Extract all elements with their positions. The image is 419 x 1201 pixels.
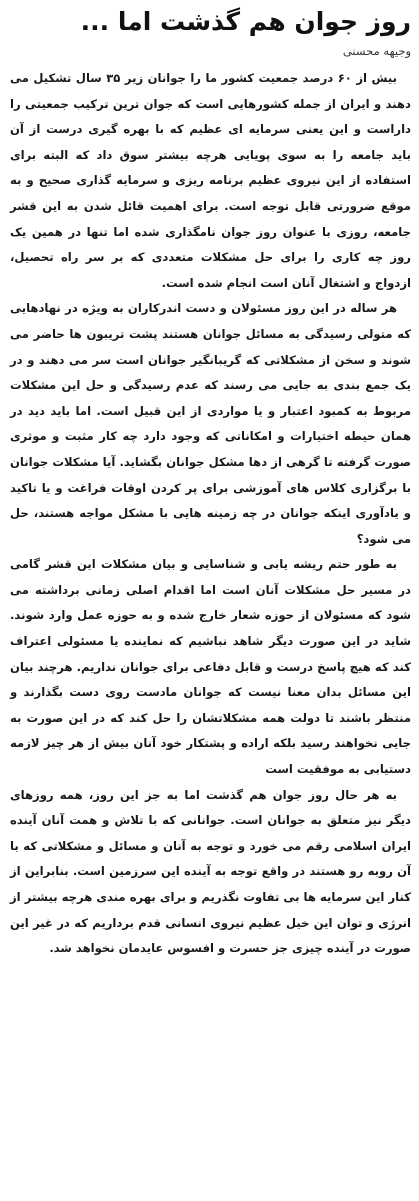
article-paragraph-2: هر ساله در این روز مسئولان و دست اندرکاران به ویژه در نهادهایی که متولی رسیدگی به مسائل جوانان هستند پشت تریبون ها حاضر می شوند و سخن از مشکلاتی که گریبانگیر جوانان است سر می دهند و در یک جمع بندی به جایی می رسند که عدم رسیدگی و حل این مشکلات مربوط به کمبود اعتبار و یا مواردی از این قبیل است. اما باید دید در همان حیطه اختیارات و امکاناتی که وجود دارد چه کار مثبت و موثری صورت گرفته تا گرهی از دها مشکل جوانان بگشاید. آیا مشکلات جوانان با برگزاری کلاس های آموزشی برای پر کردن اوقات فراغت و یا تاکید و یادآوری اینکه جوانان در چه زمینه هایی با مشکل مواجه هستند، حل می شود؟ <box>10 301 411 546</box>
article-paragraph-4: به هر حال روز جوان هم گذشت اما به جز این روز، همه روزهای دیگر نیز متعلق به جوانان است. جوانانی که با تلاش و همت آنان آینده ایران اسلامی رقم می خورد و توجه به آنان و مسائل و مشکلاتی که با آن روبه رو هستند در واقع توجه به آینده این سرزمین است. بنابراین از کنار این سرمایه ها بی تفاوت نگذریم و برای بهره مندی هرچه بیشتر از انرژی و توان این خیل عظیم نیروی انسانی قدم برداریم که در غیر این صورت در آینده چیزی جز حسرت و افسوس عایدمان نخواهد شد. <box>10 787 411 956</box>
article-title: روز جوان هم گذشت اما ... <box>80 7 411 36</box>
article-paragraph-1: بیش از ۶۰ درصد جمعیت کشور ما را جوانان زیر ۳۵ سال تشکیل می دهند و ایران از جمله کشورهایی است که جوان ترین ترکیب جمعیتی را داراست و این یعنی سرمایه ای عظیم که با بهره گیری درست از آن باید جامعه را به سوی پویایی هرچه بیشتر سوق داد که البته برای استفاده از این نیروی عظیم برنامه ریزی و سرمایه گذاری صحیح و به موقع ضرورتی قابل توجه است. برای اهمیت قائل شدن به این قشر جامعه، روزی با عنوان روز جوان نامگذاری شده اما تنها در همین یک روز چه کاری را برای حل مشکلات متعددی که بر سر راه تحصیل، ازدواج و اشتغال آنان است انجام شده است. <box>10 71 411 290</box>
article <box>0 4 419 1201</box>
article-paragraph-3: به طور حتم ریشه یابی و شناسایی و بیان مشکلات این قشر گامی در مسیر حل مشکلات آنان است اما اقدام اصلی زمانی برداشته می شود که مسئولان از حوزه شعار خارج شده و به حوزه عمل وارد شوند. شاید در این صورت دیگر شاهد نباشیم که نماینده یا مسئولی اعتراف کند که هیچ پاسخ درست و قابل دفاعی برای جوانان نداریم. هرچند بیان این مسائل بدان معنا نیست که جوانان مادست روی دست بگذارند و منتظر باشند تا دولت همه مشکلاتشان را حل کند که در این صورت به جایی نخواهند رسید بلکه اراده و پشتکار خود آنان بیش از هر چیز لازمه دستیابی به موفقیت است <box>10 557 411 777</box>
author-byline: وجیهه محسنی <box>342 44 411 58</box>
